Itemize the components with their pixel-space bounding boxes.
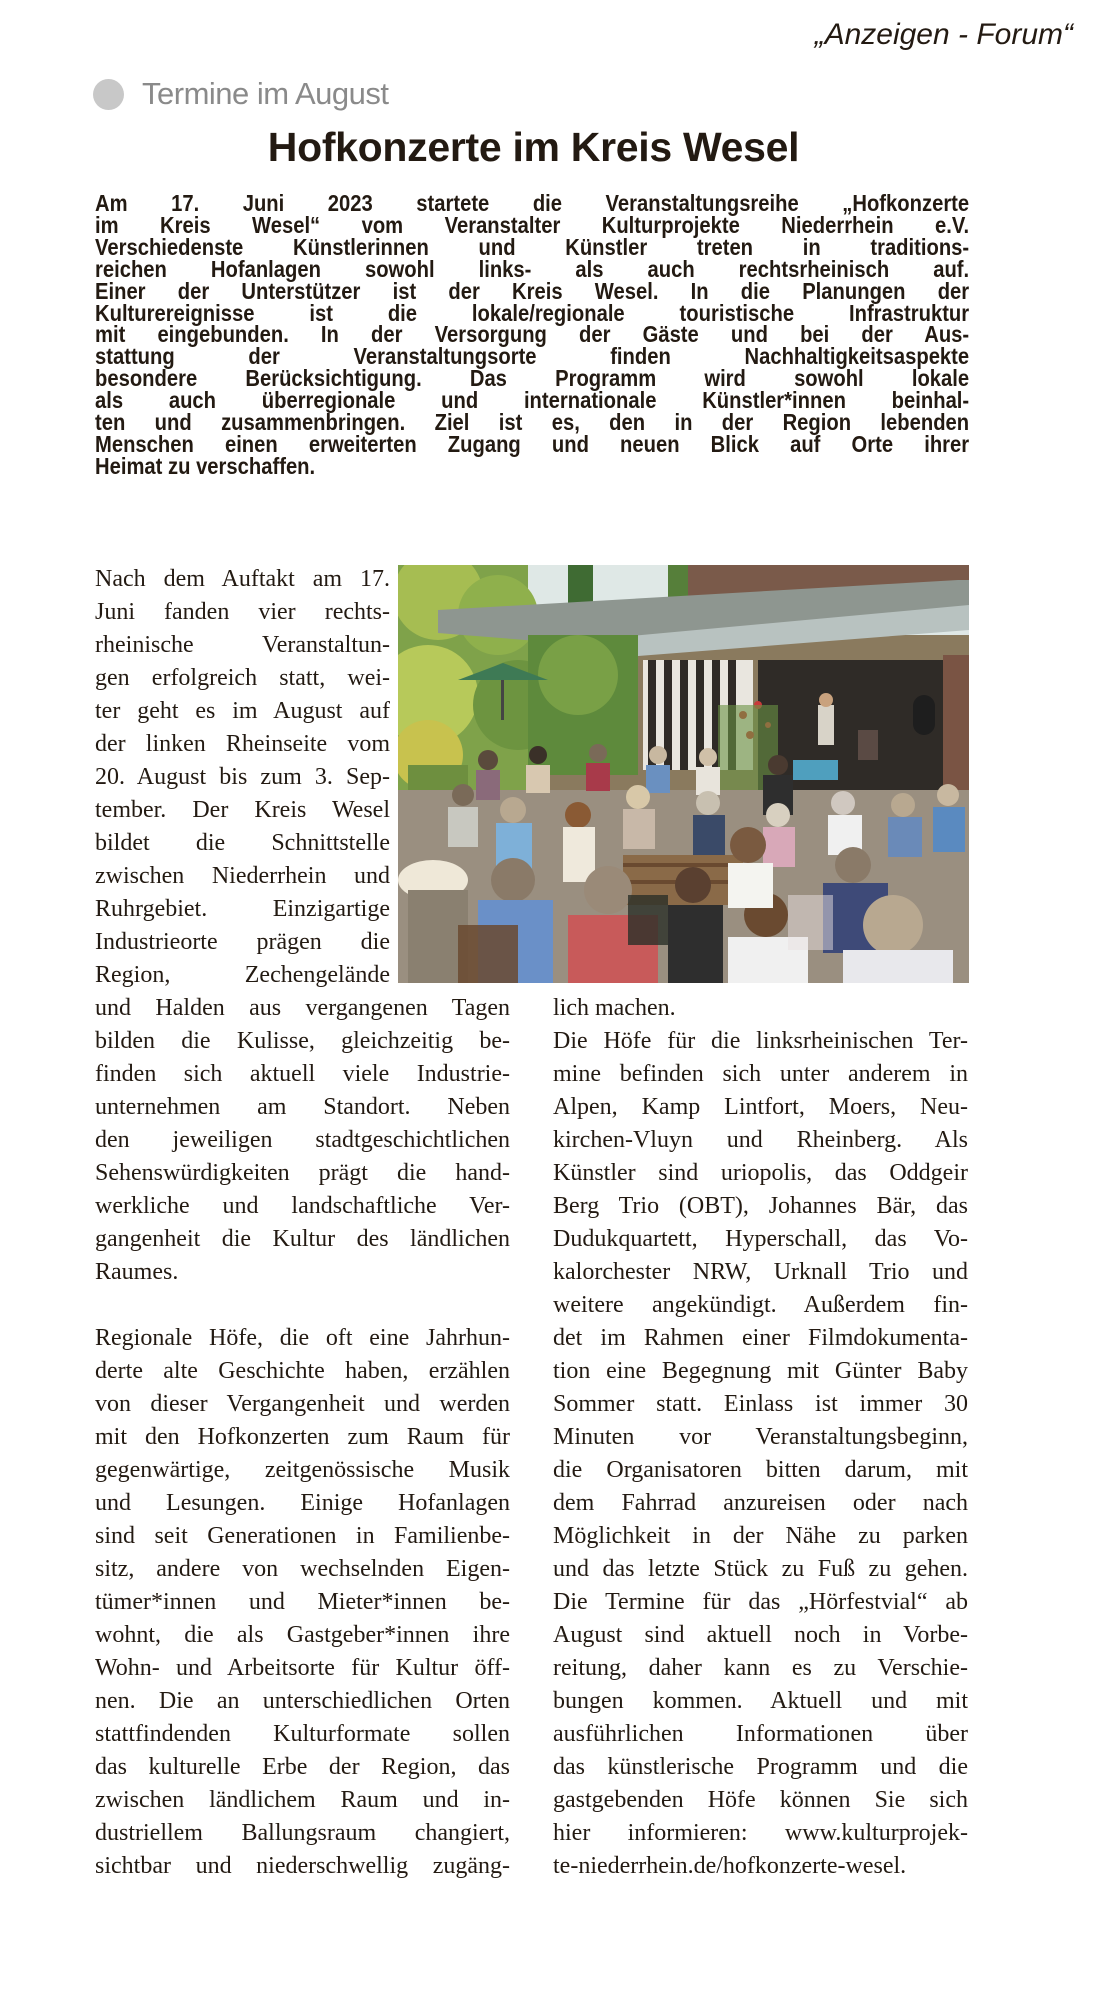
- text-line: reichen Hofanlagen sowohl links- als auch rechtsrheinisch auf.: [95, 255, 970, 282]
- section-tag: „Anzeigen - Forum“: [814, 18, 1073, 51]
- lead-paragraph: [95, 190, 970, 479]
- text-line: wohnt, die als Gastgeber*innen ihre: [95, 1622, 510, 1648]
- text-line: von dieser Vergangenheit und werden: [95, 1391, 510, 1417]
- courtyard-concert-image: [398, 565, 969, 983]
- text-line: den jeweiligen stadtgeschichtlichen: [95, 1127, 510, 1153]
- text-line: das künstlerische Programm und die: [553, 1754, 968, 1780]
- text-line: Raumes.: [95, 1259, 179, 1285]
- text-line: Sehenswürdigkeiten prägt die hand-: [95, 1160, 510, 1186]
- headline: Hofkonzerte im Kreis Wesel: [267, 124, 800, 170]
- text-line: det im Rahmen einer Filmdokumenta-: [553, 1325, 968, 1351]
- text-line: als auch überregionale und internationale Künstler*innen beinhal-: [95, 387, 970, 414]
- text-line: Berg Trio (OBT), Johannes Bär, das: [553, 1193, 968, 1219]
- text-line: 20. August bis zum 3. Sep-: [95, 764, 390, 790]
- paragraph-gap: [95, 1289, 510, 1322]
- text-line: Region, Zechengelände: [95, 962, 390, 988]
- text-line: hier informieren: www.kulturprojek-: [553, 1820, 968, 1846]
- text-line: stattfindenden Kulturformate sollen: [95, 1721, 510, 1747]
- text-line: zwischen Niederrhein und: [95, 863, 390, 889]
- text-line: die Organisatoren bitten darum, mit: [553, 1457, 968, 1483]
- text-line: gangenheit die Kultur des ländlichen: [95, 1226, 510, 1252]
- kicker-label: Termine im August: [142, 76, 389, 111]
- text-line: werkliche und landschaftliche Ver-: [95, 1193, 510, 1219]
- text-line: Regionale Höfe, die oft eine Jahrhun-: [95, 1325, 510, 1351]
- text-line: Alpen, Kamp Lintfort, Moers, Neu-: [553, 1094, 968, 1120]
- text-line: im Kreis Wesel“ vom Veranstalter Kulturprojekte Niederrhein e.V.: [95, 211, 970, 238]
- text-line: gastgebenden Höfe können Sie sich: [553, 1787, 968, 1813]
- text-line: Dudukquartett, Hyperschall, das Vo-: [553, 1226, 968, 1252]
- kicker: [93, 76, 389, 112]
- body-right-column: [553, 992, 968, 1883]
- text-line: stattung der Veranstaltungsorte finden Nachhaltigkeitsaspekte: [95, 343, 970, 370]
- text-line: nen. Die an unterschiedlichen Orten: [95, 1688, 510, 1714]
- text-line: Heimat zu verschaffen.: [95, 452, 316, 479]
- text-line: bilden die Kulisse, gleichzeitig be-: [95, 1028, 510, 1054]
- text-line: rheinische Veranstaltun-: [95, 632, 390, 658]
- text-line: ten und zusammenbringen. Ziel ist es, den in der Region lebenden: [95, 409, 970, 436]
- text-line: weitere angekündigt. Außerdem fin-: [553, 1292, 968, 1318]
- text-line: zwischen ländlichem Raum und in-: [95, 1787, 510, 1813]
- text-line: finden sich aktuell viele Industrie-: [95, 1061, 510, 1087]
- text-line: mit eingebunden. In der Versorgung der Gäste und bei der Aus-: [95, 321, 970, 348]
- text-line: August sind aktuell noch in Vorbe-: [553, 1622, 968, 1648]
- text-line: ausführlichen Informationen über: [553, 1721, 968, 1747]
- text-line: Nach dem Auftakt am 17.: [95, 566, 390, 592]
- text-line: Ruhrgebiet. Einzigartige: [95, 896, 390, 922]
- text-line: sind seit Generationen in Familienbe-: [95, 1523, 510, 1549]
- text-line: der linken Rheinseite vom: [95, 731, 390, 757]
- text-line: tember. Der Kreis Wesel: [95, 797, 390, 823]
- text-line: derte alte Geschichte haben, erzählen: [95, 1358, 510, 1384]
- concert-photo: [398, 565, 969, 983]
- text-line: mit den Hofkonzerten zum Raum für: [95, 1424, 510, 1450]
- text-line: Sommer statt. Einlass ist immer 30: [553, 1391, 968, 1417]
- text-line: dem Fahrrad anzureisen oder nach: [553, 1490, 968, 1516]
- text-line: und das letzte Stück zu Fuß zu gehen.: [553, 1556, 968, 1582]
- text-line: Juni fanden vier rechts-: [95, 599, 390, 625]
- text-line: und Lesungen. Einige Hofanlagen: [95, 1490, 510, 1516]
- text-line: Die Höfe für die linksrheinischen Ter-: [553, 1028, 968, 1054]
- text-line: Künstler sind uriopolis, das Oddgeir: [553, 1160, 968, 1186]
- text-line: Minuten vor Veranstaltungsbeginn,: [553, 1424, 968, 1450]
- text-line: Industrieorte prägen die: [95, 929, 390, 955]
- text-line: gen erfolgreich statt, wei-: [95, 665, 390, 691]
- text-line: tümer*innen und Mieter*innen be-: [95, 1589, 510, 1615]
- body-left-column-beside-photo: [95, 563, 390, 992]
- text-line: Einer der Unterstützer ist der Kreis Wesel. In die Planungen der: [95, 277, 970, 304]
- text-line: bungen kommen. Aktuell und mit: [553, 1688, 968, 1714]
- text-line: kalorchester NRW, Urknall Trio und: [553, 1259, 968, 1285]
- text-line: Menschen einen erweiterten Zugang und neuen Blick auf Orte ihrer: [95, 430, 970, 457]
- body-left-column: [95, 992, 510, 1883]
- text-line: das kulturelle Erbe der Region, das: [95, 1754, 510, 1780]
- bullet-dot-icon: [93, 79, 124, 110]
- text-line: Wohn- und Arbeitsorte für Kultur öff-: [95, 1655, 510, 1681]
- text-line: reitung, daher kann es zu Verschie-: [553, 1655, 968, 1681]
- text-line: kirchen-Vluyn und Rheinberg. Als: [553, 1127, 968, 1153]
- text-line: ter geht es im August auf: [95, 698, 390, 724]
- text-line: sitz, andere von wechselnden Eigen-: [95, 1556, 510, 1582]
- text-line: tion eine Begegnung mit Günter Baby: [553, 1358, 968, 1384]
- text-line: unternehmen am Standort. Neben: [95, 1094, 510, 1120]
- text-line: und Halden aus vergangenen Tagen: [95, 995, 510, 1021]
- text-line: gegenwärtige, zeitgenössische Musik: [95, 1457, 510, 1483]
- text-line: besondere Berücksichtigung. Das Programm wird sowohl lokale: [95, 365, 970, 392]
- text-line: Die Termine für das „Hörfestvial“ ab: [553, 1589, 968, 1615]
- text-line: dustriellem Ballungsraum changiert,: [95, 1820, 510, 1846]
- text-line: Verschiedenste Künstlerinnen und Künstler treten in traditions-: [95, 233, 970, 260]
- text-line: te-niederrhein.de/hofkonzerte-wesel.: [553, 1853, 907, 1879]
- text-line: sichtbar und niederschwellig zugäng-: [95, 1853, 510, 1879]
- text-line: lich machen.: [553, 995, 676, 1021]
- text-line: bildet die Schnittstelle: [95, 830, 390, 856]
- text-line: Kulturereignisse ist die lokale/regionale touristische Infrastruktur: [95, 299, 970, 326]
- text-line: Am 17. Juni 2023 startete die Veranstaltungsreihe „Hofkonzerte: [95, 190, 970, 216]
- text-line: mine befinden sich unter anderem in: [553, 1061, 968, 1087]
- text-line: Möglichkeit in der Nähe zu parken: [553, 1523, 968, 1549]
